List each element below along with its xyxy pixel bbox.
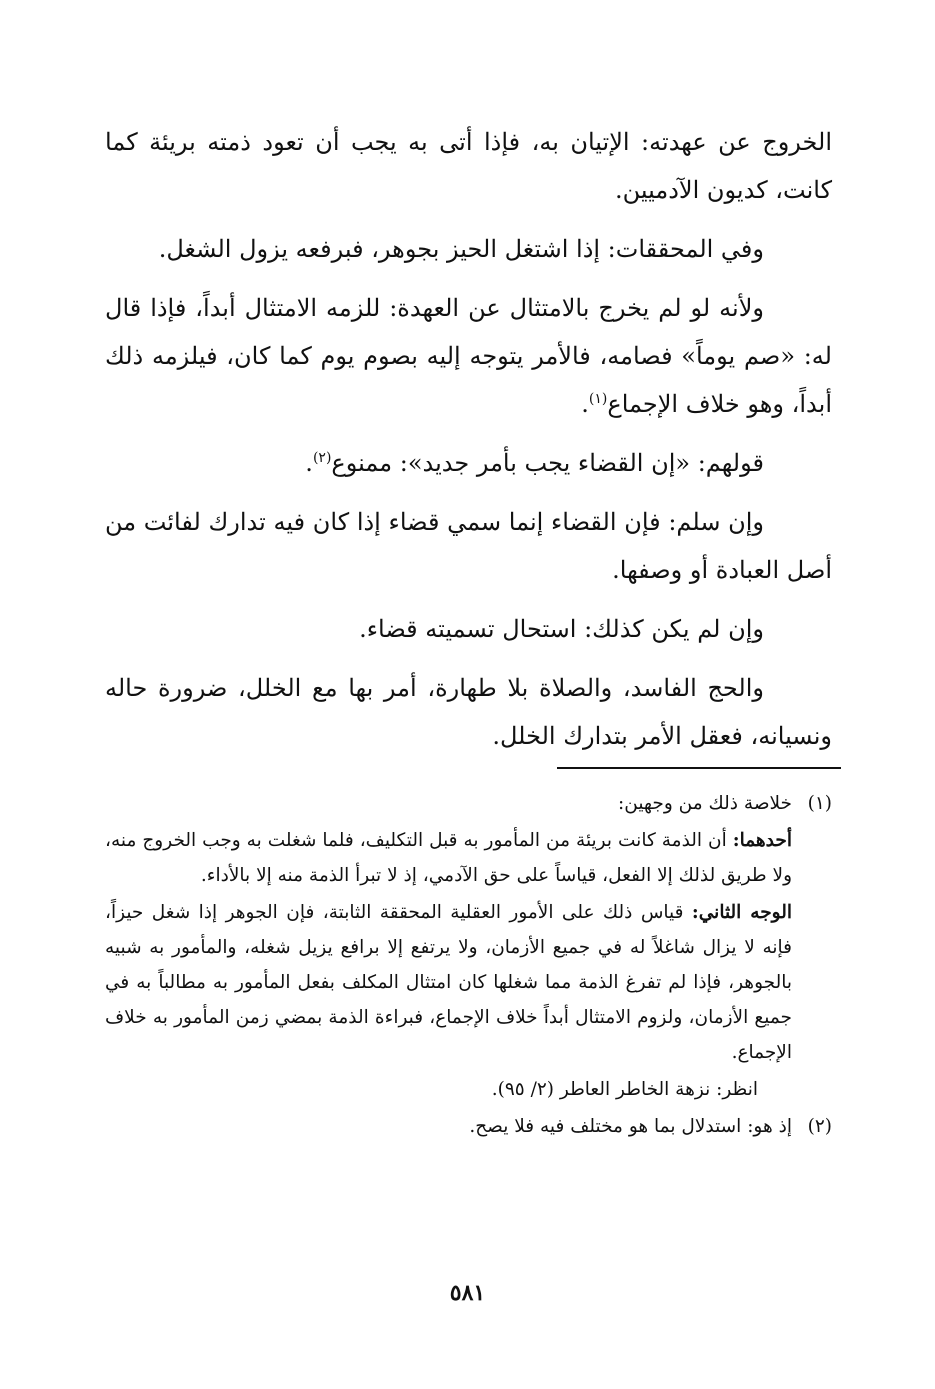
paragraph-3-text: ولأنه لو لم يخرج بالامتثال عن العهدة: للزمه الامتثال أبداً، فإذا قال له: «صم يوماً» فصامه، فالأمر يتوجه إليه بصوم يوم كما كان، فيلزمه ذلك أبداً، وهو خلاف الإجماع [105,294,832,418]
footnote-2-number: (٢) [807,1116,832,1137]
paragraph-4-period: . [305,449,313,477]
paragraph-1: الخروج عن عهدته: الإتيان به، فإذا أتى به يجب أن تعود ذمته بريئة كما كانت، كديون الآدميين. [105,128,832,204]
paragraph-3-period: . [581,390,589,418]
paragraph-4-text: قولهم: «إن القضاء يجب بأمر جديد»: ممنوع [331,449,764,477]
footnote-1-intro [105,786,832,821]
page-number: ٥٨١ [449,1280,486,1306]
footnote-1-first-point [105,823,832,893]
footnote-mark-1[interactable]: (١) [588,391,608,407]
footnote-1-second-point [105,895,832,1070]
footnote-1-intro-text: خلاصة ذلك من وجهين: [618,793,792,814]
paragraph-2: وفي المحققات: إذا اشتغل الحيز بجوهر، فبرفعه يزول الشغل. [158,235,764,263]
footnote-1-reference: انظر: نزهة الخاطر العاطر (٢/ ٩٥). [491,1079,758,1100]
footnote-1-first-label: أحدهما: [732,830,792,851]
paragraph-5: وإن سلم: فإن القضاء إنما سمي قضاء إذا كان فيه تدارك لفائت من أصل العبادة أو وصفها. [105,508,832,584]
footnote-mark-2[interactable]: (٢) [312,450,332,466]
main-text [105,118,832,771]
footnotes [105,786,832,1146]
footnote-2 [105,1109,832,1144]
footnote-1-second-label: الوجه الثاني: [691,902,792,923]
footnote-1-number: (١) [807,793,832,814]
paragraph-3 [105,284,832,428]
footnote-separator [557,767,841,769]
footnote-1-first-text: أن الذمة كانت بريئة من المأمور به قبل التكليف، فلما شغلت به وجب الخروج منه، ولا طريق لذلك إلا الفعل، قياساً على حق الآدمي، إذ لا تبرأ الذمة منه إلا بالأداء. [105,830,792,886]
paragraph-4 [105,439,832,487]
paragraph-6: وإن لم يكن كذلك: استحال تسميته قضاء. [359,615,764,643]
paragraph-7: والحج الفاسد، والصلاة بلا طهارة، أمر بها مع الخلل، ضرورة حاله ونسيانه، فعقل الأمر بتدارك الخلل. [105,674,832,750]
footnote-1-second-text: قياس ذلك على الأمور العقلية المحققة الثابتة، فإن الجوهر إذا شغل حيزاً، فإنه لا يزال شاغلاً له في جميع الأزمان، ولا يرتفع إلا برافع يزيل شغله، والمأمور به شبيه بالجوهر، فإذا لم تفرغ الذمة مما شغلها كان امتثال المكلف بفعل المأمور به مطالباً به في جميع الأزمان، ولزوم الامتثال أبداً خلاف الإجماع، فبراءة الذمة بمضي زمن المأمور به خلاف الإجماع. [105,902,792,1063]
footnote-2-text: إذ هو: استدلال بما هو مختلف فيه فلا يصح. [469,1116,792,1137]
